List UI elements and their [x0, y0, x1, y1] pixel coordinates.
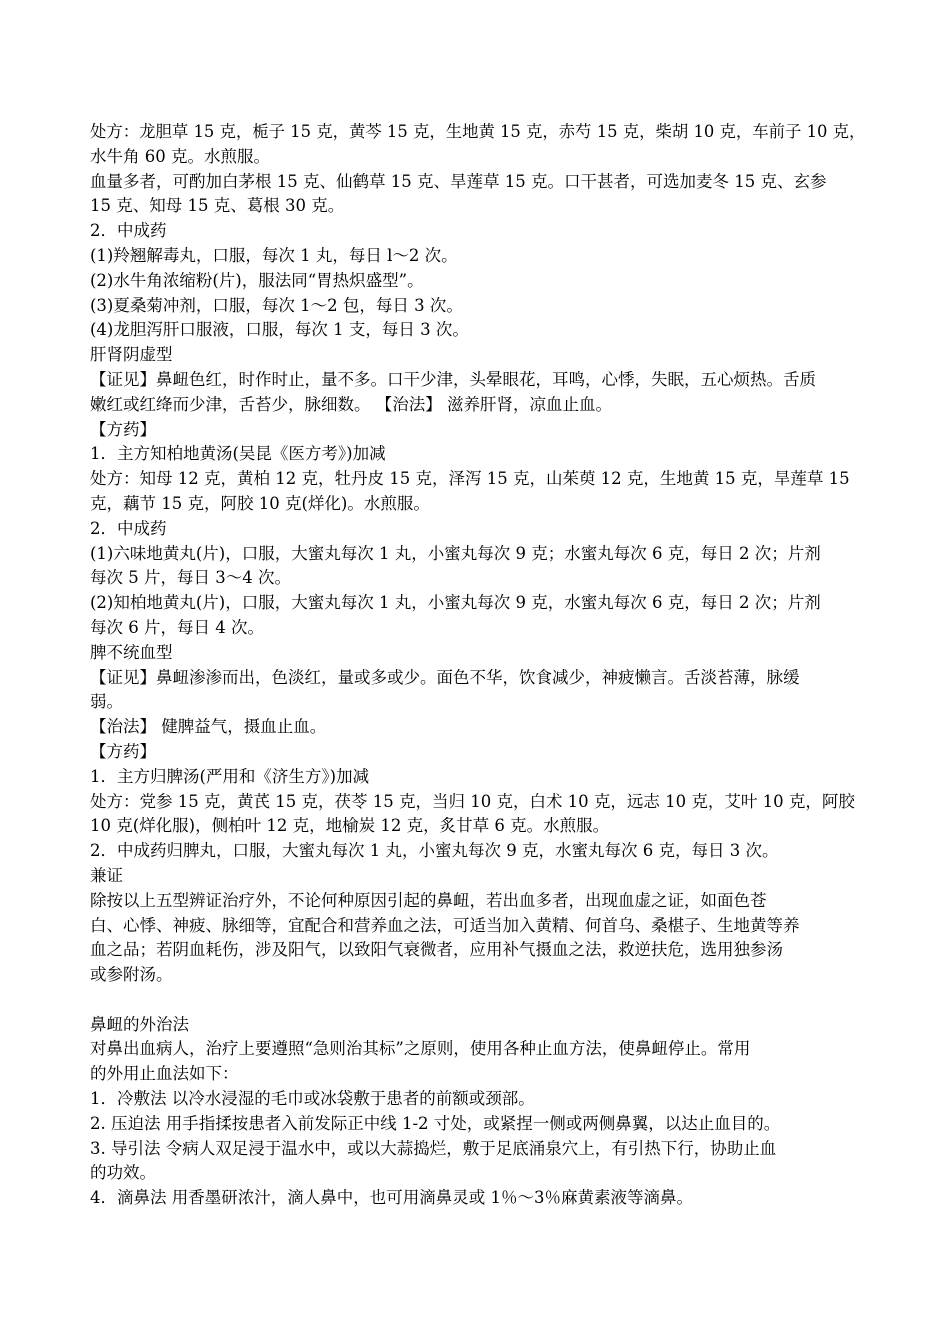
text-line: 4．滴鼻法 用香墨研浓汁，滴人鼻中，也可用滴鼻灵或 1％～3％麻黄素液等滴鼻。 — [90, 1188, 693, 1208]
text-line: (4)龙胆泻肝口服液，口服，每次 1 支，每日 3 次。 — [90, 320, 469, 340]
document-page — [90, 120, 865, 1211]
text-line: 或参附汤。 — [90, 965, 173, 985]
text-line: 对鼻出血病人，治疗上要遵照“急则治其标”之原则，使用各种止血方法，使鼻衄停止。常用 — [90, 1039, 751, 1059]
text-line: 肝肾阴虚型 — [90, 345, 173, 365]
blank-line — [90, 988, 865, 1013]
text-line: 【证见】鼻衄渗渗而出，色淡红，量或多或少。面色不华，饮食减少，神疲懒言。舌淡苔薄，脉缓 — [90, 667, 800, 687]
text-line: 3. 导引法 令病人双足浸于温水中，或以大蒜捣烂，敷于足底涌泉穴上，有引热下行，协助止血 — [90, 1138, 777, 1158]
text-line: 的功效。 — [90, 1163, 156, 1183]
text-line: 弱。 — [90, 692, 123, 712]
text-line: 除按以上五型辨证治疗外，不论何种原因引起的鼻衄，若出血多者，出现血虚之证，如面色苍 — [90, 890, 767, 910]
text-line: 克，藕节 15 克，阿胶 10 克(烊化)。水煎服。 — [90, 493, 430, 513]
text-line: 每次 5 片，每日 3～4 次。 — [90, 568, 291, 588]
text-line: 1．冷敷法 以冷水浸湿的毛巾或冰袋敷于患者的前额或颈部。 — [90, 1089, 535, 1109]
text-line: 2．中成药 — [90, 518, 167, 538]
text-line: 处方：党参 15 克，黄芪 15 克，茯苓 15 克，当归 10 克，白术 10 克，远志 10 克，艾叶 10 克，阿胶 — [90, 791, 855, 811]
text-line: 脾不统血型 — [90, 642, 173, 662]
text-line: 1．主方归脾汤(严用和《济生方》)加减 — [90, 766, 370, 786]
text-line: 的外用止血法如下： — [90, 1064, 239, 1084]
text-line: 血之品；若阴血耗伤，涉及阳气，以致阳气衰微者，应用补气摄血之法，救逆扶危，选用独参汤 — [90, 940, 783, 960]
text-line: 【治法】 健脾益气，摄血止血。 — [90, 717, 327, 737]
text-line: 兼证 — [90, 865, 123, 885]
text-line: 嫩红或红绛而少津，舌苔少，脉细数。 【治法】 滋养肝肾，凉血止血。 — [90, 394, 612, 414]
text-line: 15 克、知母 15 克、葛根 30 克。 — [90, 196, 345, 216]
text-line: 处方：知母 12 克，黄柏 12 克，牡丹皮 15 克，泽泻 15 克，山茱萸 12 克，生地黄 15 克，旱莲草 15 — [90, 469, 850, 489]
text-line: 白、心悸、神疲、脉细等，宜配合和营养血之法，可适当加入黄精、何首乌、桑椹子、生地黄等养 — [90, 915, 800, 935]
text-line: (2)水牛角浓缩粉(片)，服法同“胃热炽盛型”。 — [90, 270, 424, 290]
text-line: 【证见】鼻衄色红，时作时止，量不多。口干少津，头晕眼花，耳鸣，心悸，失眠，五心烦热。舌质 — [90, 369, 816, 389]
text-line: 鼻衄的外治法 — [90, 1014, 189, 1034]
text-line: 血量多者，可酌加白茅根 15 克、仙鹤草 15 克、旱莲草 15 克。口干甚者，可选加麦冬 15 克、玄参 — [90, 171, 827, 191]
text-line: (2)知柏地黄丸(片)，口服，大蜜丸每次 1 丸，小蜜丸每次 9 克，水蜜丸每次 6 克，每日 2 次；片剂 — [90, 593, 821, 613]
text-line: 2. 压迫法 用手指揉按患者入前发际正中线 1-2 寸处，或紧捏一侧或两侧鼻翼，以达止血目的。 — [90, 1113, 781, 1133]
text-line: 每次 6 片，每日 4 次。 — [90, 617, 264, 637]
text-line: (3)夏桑菊冲剂，口服，每次 1～2 包，每日 3 次。 — [90, 295, 463, 315]
text-line: 【方药】 — [90, 419, 156, 439]
text-line: (1)六味地黄丸(片)，口服，大蜜丸每次 1 丸，小蜜丸每次 9 克；水蜜丸每次 6 克，每日 2 次；片剂 — [90, 543, 821, 563]
text-line: 10 克(烊化服)，侧柏叶 12 克，地榆炭 12 克，炙甘草 6 克。水煎服。 — [90, 816, 610, 836]
text-line: 处方：龙胆草 15 克，栀子 15 克，黄芩 15 克，生地黄 15 克，赤芍 15 克，柴胡 10 克，车前子 10 克， — [90, 122, 866, 141]
text-line: 【方药】 — [90, 741, 156, 761]
text-line: (1)羚翘解毒丸，口服，每次 1 丸，每日 l～2 次。 — [90, 245, 458, 265]
text-line: 水牛角 60 克。水煎服。 — [90, 146, 270, 166]
text-line: 2．中成药 — [90, 221, 167, 241]
text-line: 1．主方知柏地黄汤(吴昆《医方考》)加减 — [90, 444, 386, 464]
text-line: 2．中成药归脾丸，口服，大蜜丸每次 1 丸，小蜜丸每次 9 克，水蜜丸每次 6 克，每日 3 次。 — [90, 841, 779, 861]
